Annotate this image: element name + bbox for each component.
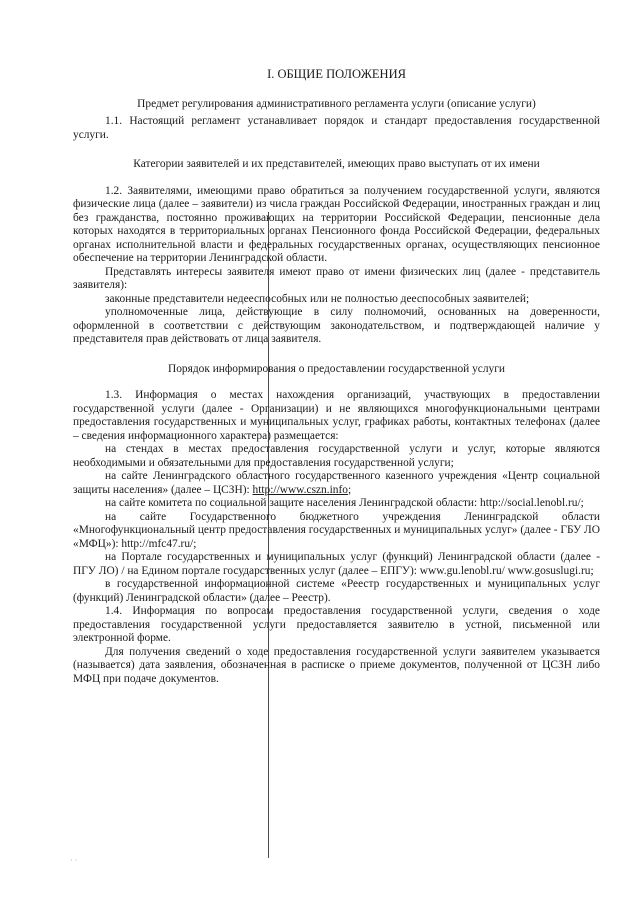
paragraph-legal-representatives: законные представители недееспособных или не полностью дееспособных заявителей;	[105, 292, 530, 305]
paragraph-registry: в государственной информационной системе «Реестр государственных и муниципальных услуг (функций) Ленинградской области» (далее – Реестр).	[73, 578, 600, 604]
paragraph-1-1: 1.1. Настоящий регламент устанавливает порядок и стандарт предоставления государственной услуги.	[73, 115, 600, 141]
document-body	[73, 68, 600, 686]
paragraph-1-4: 1.4. Информация по вопросам предоставления государственной услуги, сведения о ходе предоставления государственной услуги предоставляется заявителю в устной, письменной или электронной форме.	[73, 605, 600, 644]
cszn-text: на сайте Ленинградского областного государственного казенного учреждения «Центр социальной защиты населения» (далее – ЦСЗН):	[73, 470, 600, 496]
section-title: I. ОБЩИЕ ПОЛОЖЕНИЯ	[267, 67, 406, 81]
subsection-heading-informing: Порядок информирования о предоставлении государственной услуги	[167, 362, 506, 375]
paragraph-representatives: Представлять интересы заявителя имеют право от имени физических лиц (далее - представитель заявителя):	[73, 265, 600, 291]
cszn-end: ;	[347, 483, 352, 496]
paragraph-cszn-site	[73, 470, 600, 497]
paragraph-authorized-persons: уполномоченные лица, действующие в силу полномочий, основанных на доверенности, оформленной в соответствии с действующим законодательством, и подтверждающей наличие у представителя прав действовать от лица заявителя.	[73, 306, 600, 345]
paragraph-portal: на Портале государственных и муниципальных услуг (функций) Ленинградской области (далее - ПГУ ЛО) / на Едином портале государственных услуг (далее – ЕПГУ): www.gu.lenobl.ru/ www.gosuslugi.ru;	[73, 551, 600, 577]
paragraph-committee-site: на сайте комитета по социальной защите населения Ленинградской области: http://social.lenobl.ru/;	[105, 497, 584, 509]
subsection-heading-subject: Предмет регулирования административного регламента услуги (описание услуги)	[137, 97, 536, 110]
subsection-heading-applicants: Категории заявителей и их представителей, имеющих право выступать от их имени	[133, 158, 540, 170]
paragraph-mfc-site: на сайте Государственного бюджетного учреждения Ленинградской области «Многофункциональный центр предоставления государственных и муниципальных услуг» (далее - ГБУ ЛО «МФЦ»): http://mfc47.ru/;	[73, 510, 600, 550]
paragraph-stands: на стендах в местах предоставления государственной услуги и услуг, которые являются необходимыми и обязательными для предоставления государственной услуги;	[73, 443, 600, 469]
paragraph-status-info: Для получения сведений о ходе предоставления государственной услуги заявителем указывается (называется) дата заявления, обозначенная в расписке о приеме документов, полученной от ЦСЗН либо МФЦ при подаче документов.	[73, 645, 600, 685]
paragraph-1-2: 1.2. Заявителями, имеющими право обратиться за получением государственной услуги, являются физические лица (далее – заявители) из числа граждан Российской Федерации, иностранных граждан и лиц без гражданства, постоянно проживающих на территории Российской Федерации, пенсионные дела которых находятся в территориальных органах Пенсионного фонда Российской Федерации, федеральных органах исполнительной власти и федеральных государственных органах, осуществляющих пенсионное обеспечение на территории Ленинградской области.	[73, 184, 600, 264]
scan-noise: · ·	[70, 856, 78, 865]
cszn-link[interactable]: http://www.cszn.info	[252, 483, 348, 496]
paragraph-1-3: 1.3. Информация о местах нахождения организаций, участвующих в предоставлении государственной услуги (далее - Организации) и не являющихся многофункциональными центрами предоставления государственных и муниципальных услуг, графиках работы, контактных телефонах (далее – сведения информационного характера) размещается:	[73, 389, 600, 442]
